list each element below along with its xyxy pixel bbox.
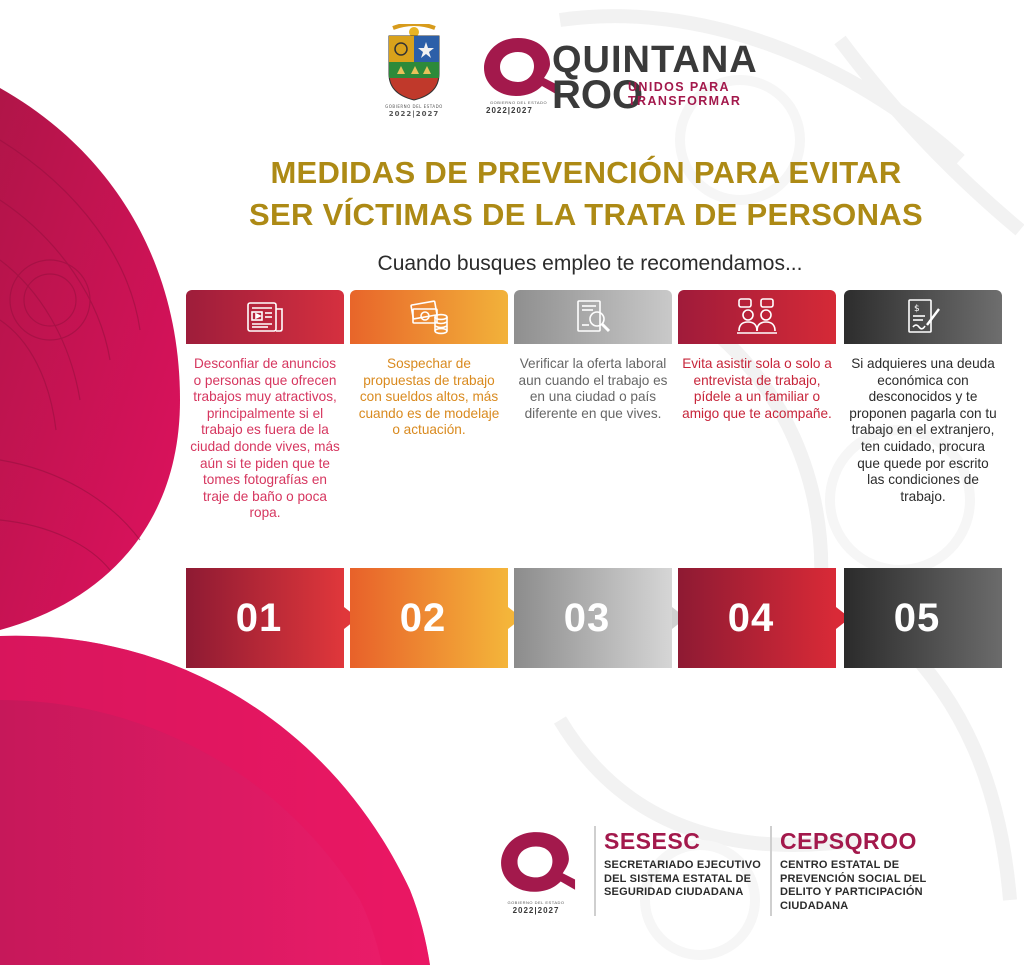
step-4-number: 04 [727, 595, 775, 640]
step-2-header [350, 290, 508, 344]
org1-desc-line: DEL SISTEMA ESTATAL DE [604, 872, 752, 885]
step-2-text: Sospechar de propuestas de trabajo con sueldos altos, más cuando es de modelaje o actuación. [358, 356, 500, 438]
org2-name: CEPSQROO [780, 828, 917, 854]
brand-tag-line1: UNIDOS PARA [628, 80, 730, 94]
step-4-header [678, 290, 836, 344]
org2-desc-line: DELITO Y PARTICIPACIÓN [780, 886, 923, 898]
coat-years: 2022|2027 [388, 110, 440, 118]
quintana-roo-logo [478, 28, 758, 124]
step-4-text: Evita asistir sola o solo a entrevista de trabajo, pídele a un familiar o amigo que te acompañe. [682, 356, 832, 421]
footer-divider-1 [594, 826, 596, 916]
step-3-text: Verificar la oferta laboral aun cuando el trabajo es en una ciudad o país diferente en que vives. [518, 356, 668, 421]
footer-years: 2022|2027 [512, 906, 560, 915]
brand-line2: ROO [552, 73, 644, 117]
footer-divider-2 [770, 826, 772, 916]
state-coat-of-arms [383, 24, 445, 116]
step-5-number-box [844, 568, 1002, 668]
contract-sign-icon [901, 295, 945, 339]
step-1-text: Desconfiar de anuncios o personas que ofrecen trabajos muy atractivos, principalmente si el trabajo es fuera de la ciudad donde vives, más aún si te piden que te tomes fotografías en traje de baño o poca ropa. [190, 356, 340, 521]
org2-desc [780, 859, 960, 913]
org2-desc-line: CIUDADANA [780, 899, 849, 912]
org2-desc-line: PREVENCIÓN SOCIAL DEL [780, 872, 927, 885]
title-line1: MEDIDAS DE PREVENCIÓN PARA EVITAR [270, 155, 902, 190]
page-title [150, 152, 1022, 236]
brand-line1: QUINTANA [552, 39, 758, 81]
newspaper-icon [243, 295, 287, 339]
brand-years: 2022|2027 [486, 106, 533, 115]
step-3-number: 03 [563, 595, 611, 640]
interview-icon [735, 295, 779, 339]
step-3-header [514, 290, 672, 344]
org1-name: SESESC [604, 828, 701, 854]
footer-q-icon [492, 826, 580, 900]
svg-text:$: $ [914, 304, 920, 314]
step-1-header [186, 290, 344, 344]
q-logo-icon [478, 32, 558, 104]
step-1-number-box [186, 568, 344, 668]
org1-desc-line: SECRETARIADO EJECUTIVO [604, 859, 761, 871]
org2-desc-line: CENTRO ESTATAL DE [780, 859, 900, 871]
subtitle: Cuando busques empleo te recomendamos... [377, 252, 803, 275]
brand-tag-line2: TRANSFORMAR [628, 94, 742, 108]
coat-of-arms-icon [383, 24, 445, 102]
document-search-icon [571, 295, 615, 339]
org-cepsqroo [780, 828, 960, 913]
money-icon [407, 295, 451, 339]
footer-gov-label: GOBIERNO DEL ESTADO [507, 900, 565, 905]
step-3-number-box [514, 568, 672, 668]
step-2-number: 02 [399, 595, 447, 640]
step-5-header [844, 290, 1002, 344]
step-5-text: Si adquieres una deuda económica con desconocidos y te proponen pagarla con tu trabajo en el extranjero, ten cuidado, procura que quede por escrito las condiciones de trabajo. [849, 356, 997, 504]
org-sesesc [604, 828, 774, 900]
step-4-number-box [678, 568, 836, 668]
brand-tagline [628, 80, 758, 108]
org1-desc [604, 859, 774, 900]
step-5-number: 05 [893, 595, 941, 640]
brand-gov-label: GOBIERNO DEL ESTADO [490, 100, 548, 105]
step-2-number-box [350, 568, 508, 668]
org1-desc-line: SEGURIDAD CIUDADANA [604, 886, 744, 898]
step-1-number: 01 [235, 595, 283, 640]
coat-gov-label: GOBIERNO DEL ESTADO [385, 104, 443, 109]
footer-q-logo [486, 826, 586, 918]
title-line2: SER VÍCTIMAS DE LA TRATA DE PERSONAS [249, 197, 923, 232]
